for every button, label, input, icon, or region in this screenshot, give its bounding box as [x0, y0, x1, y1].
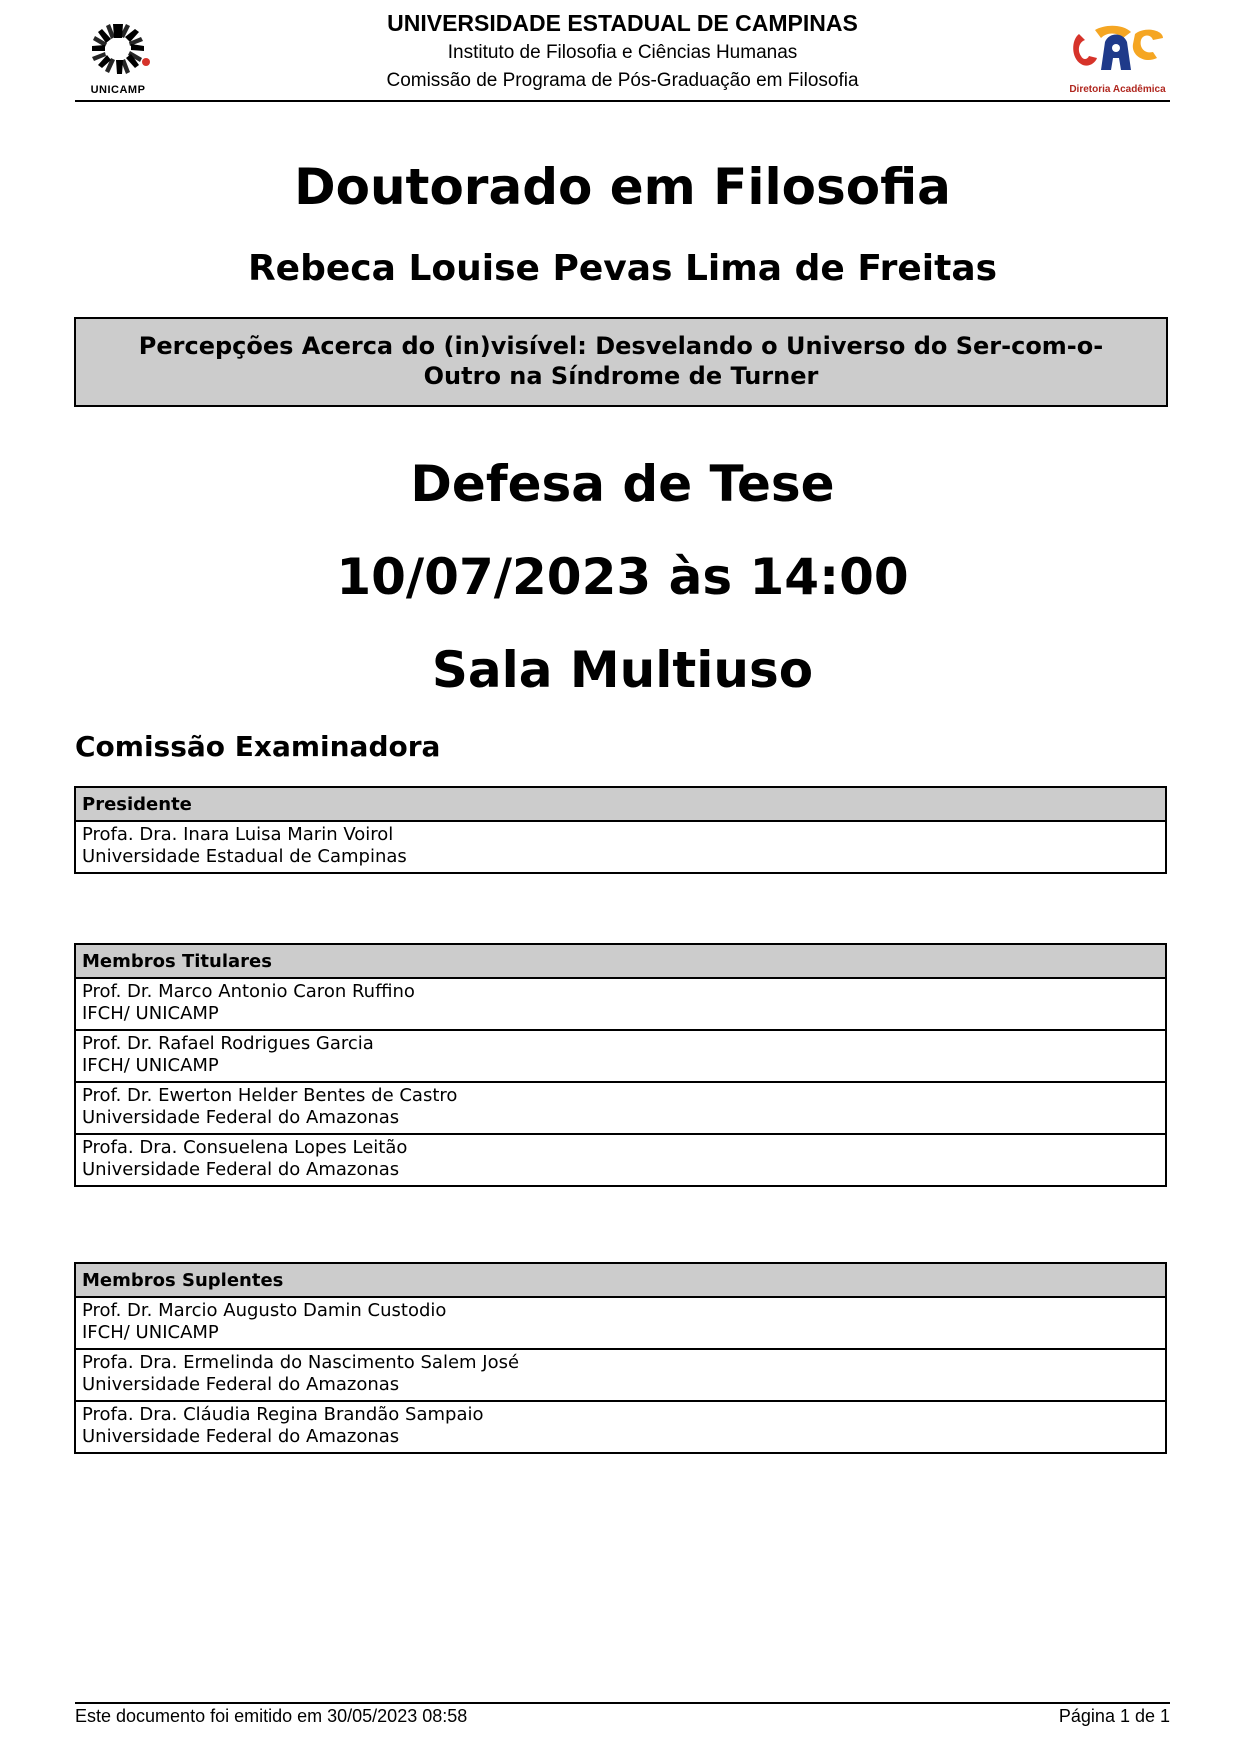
member-institution: Universidade Federal do Amazonas [82, 1107, 400, 1128]
university-name: UNIVERSIDADE ESTADUAL DE CAMPINAS [387, 10, 858, 36]
suplentes-heading: Membros Suplentes [75, 1263, 1166, 1297]
suplentes-table [74, 1262, 1167, 1454]
document-header [75, 8, 1170, 102]
thesis-title-box [74, 317, 1168, 407]
member-name: Prof. Dr. Rafael Rodrigues Garcia [82, 1033, 374, 1054]
dac-emblem-icon [1065, 20, 1170, 82]
unicamp-logo [80, 18, 156, 98]
candidate-name: Rebeca Louise Pevas Lima de Freitas [247, 248, 998, 289]
member-institution: IFCH/ UNICAMP [82, 1003, 219, 1024]
issued-date: Este documento foi emitido em 30/05/2023 08:58 [75, 1706, 468, 1726]
titulares-heading: Membros Titulares [75, 944, 1166, 978]
event-title: Defesa de Tese [410, 455, 835, 513]
table-row [75, 1134, 1166, 1186]
president-table [74, 786, 1167, 874]
table-row [75, 821, 1166, 873]
table-row [75, 1401, 1166, 1453]
diretoria-academica-text: Diretoria Acadêmica [1069, 84, 1166, 95]
institute-name: Instituto de Filosofia e Ciências Humanas [447, 42, 798, 63]
president-heading: Presidente [75, 787, 1166, 821]
member-name: Prof. Dr. Marcio Augusto Damin Custodio [82, 1300, 447, 1321]
unicamp-emblem-icon [80, 18, 156, 82]
titulares-table [74, 943, 1167, 1187]
member-name: Profa. Dra. Inara Luisa Marin Voirol [82, 824, 394, 845]
table-row [75, 1297, 1166, 1349]
member-institution: IFCH/ UNICAMP [82, 1322, 219, 1343]
unicamp-logo-text: UNICAMP [90, 84, 146, 96]
commission-name: Comissão de Programa de Pós-Graduação em Filosofia [386, 70, 859, 91]
member-institution: IFCH/ UNICAMP [82, 1055, 219, 1076]
board-heading: Comissão Examinadora [75, 730, 441, 763]
table-row [75, 1349, 1166, 1401]
event-room: Sala Multiuso [431, 641, 814, 699]
member-name: Prof. Dr. Ewerton Helder Bentes de Castro [82, 1085, 458, 1106]
member-name: Prof. Dr. Marco Antonio Caron Ruffino [82, 981, 415, 1002]
table-row [75, 978, 1166, 1030]
member-name: Profa. Dra. Ermelinda do Nascimento Salem José [82, 1352, 520, 1373]
diretoria-academica-logo [1065, 20, 1170, 100]
thesis-title: Percepções Acerca do (in)visível: Desvelando o Universo do Ser-com-o-Outro na Síndrome de Turner [138, 332, 1104, 390]
program-title: Doutorado em Filosofia [294, 158, 951, 216]
member-name: Profa. Dra. Consuelena Lopes Leitão [82, 1137, 408, 1158]
table-row [75, 1082, 1166, 1134]
member-name: Profa. Dra. Cláudia Regina Brandão Sampaio [82, 1404, 484, 1425]
table-row [75, 1030, 1166, 1082]
member-institution: Universidade Federal do Amazonas [82, 1374, 400, 1395]
member-institution: Universidade Federal do Amazonas [82, 1159, 400, 1180]
member-institution: Universidade Estadual de Campinas [82, 846, 407, 867]
member-institution: Universidade Federal do Amazonas [82, 1426, 400, 1447]
page-number: Página 1 de 1 [1058, 1706, 1170, 1726]
event-datetime: 10/07/2023 às 14:00 [336, 548, 909, 606]
document-footer [75, 1702, 1170, 1726]
